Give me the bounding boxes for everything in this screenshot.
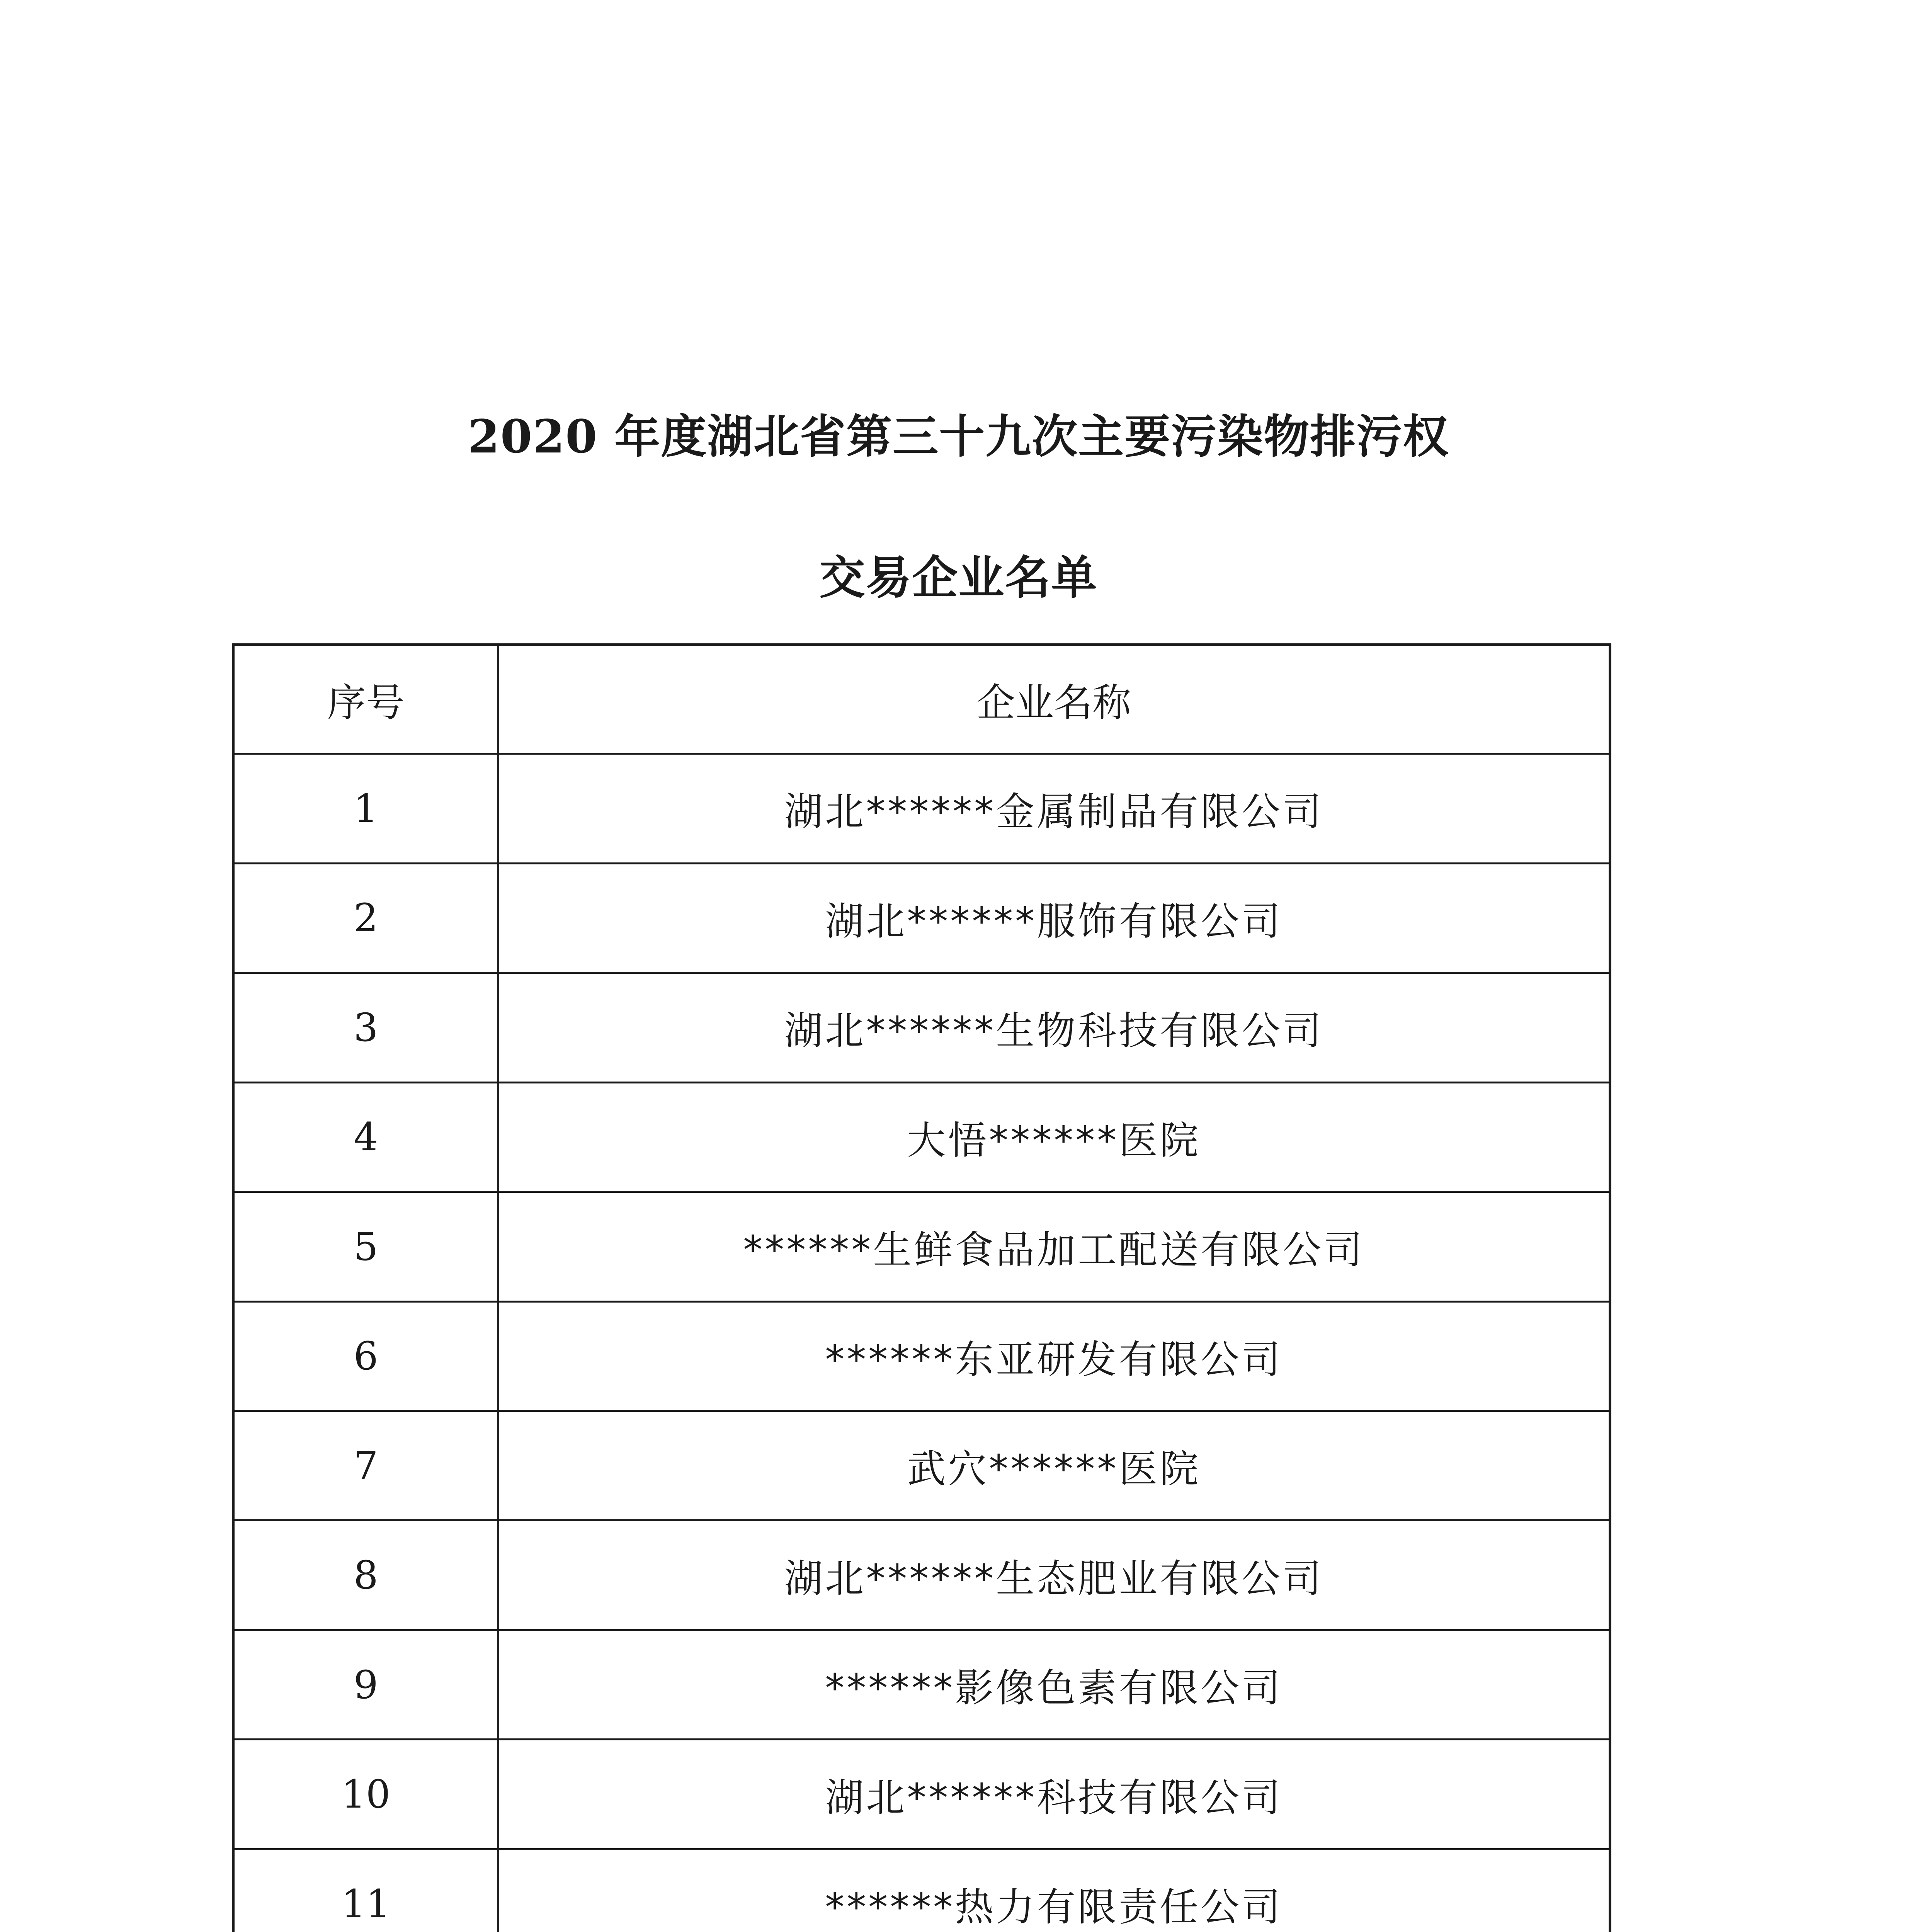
row-number-cell: 4 xyxy=(235,1082,498,1192)
table-row xyxy=(235,973,1609,1082)
table-header-row xyxy=(235,646,1609,754)
table-row xyxy=(235,1082,1609,1192)
column-header-company-name: 企业名称 xyxy=(498,646,1609,754)
table-row xyxy=(235,1192,1609,1301)
table-row xyxy=(235,1849,1609,1932)
company-name-cell: 湖北******金属制品有限公司 xyxy=(498,754,1609,863)
table-row xyxy=(235,754,1609,863)
company-name-cell: 武穴******医院 xyxy=(498,1411,1609,1520)
company-name-cell: ******东亚研发有限公司 xyxy=(498,1301,1609,1411)
company-name-cell: 湖北******服饰有限公司 xyxy=(498,863,1609,973)
company-name-cell: ******生鲜食品加工配送有限公司 xyxy=(498,1192,1609,1301)
table-row xyxy=(235,1411,1609,1520)
table-row xyxy=(235,1740,1609,1849)
row-number-cell: 6 xyxy=(235,1301,498,1411)
row-number-cell: 9 xyxy=(235,1630,498,1739)
row-number-cell: 10 xyxy=(235,1740,498,1849)
row-number-cell: 7 xyxy=(235,1411,498,1520)
document-title-line2: 交易企业名单 xyxy=(819,551,1098,604)
company-name-cell: ******影像色素有限公司 xyxy=(498,1630,1609,1739)
row-number-cell: 8 xyxy=(235,1520,498,1630)
row-number-cell: 2 xyxy=(235,863,498,973)
row-number-cell: 3 xyxy=(235,973,498,1082)
table-row xyxy=(235,1301,1609,1411)
company-name-cell: 大悟******医院 xyxy=(498,1082,1609,1192)
enterprise-table xyxy=(232,643,1611,1932)
company-name-cell: 湖北******科技有限公司 xyxy=(498,1740,1609,1849)
row-number-cell: 11 xyxy=(235,1849,498,1932)
table-row xyxy=(235,863,1609,973)
table-row xyxy=(235,1630,1609,1739)
table-row xyxy=(235,1520,1609,1630)
company-name-cell: 湖北******生态肥业有限公司 xyxy=(498,1520,1609,1630)
column-header-number: 序号 xyxy=(235,646,498,754)
company-name-cell: 湖北******生物科技有限公司 xyxy=(498,973,1609,1082)
row-number-cell: 5 xyxy=(235,1192,498,1301)
row-number-cell: 1 xyxy=(235,754,498,863)
company-name-cell: ******热力有限责任公司 xyxy=(498,1849,1609,1932)
document-title-line1: 2020 年度湖北省第三十九次主要污染物排污权 xyxy=(468,410,1449,463)
